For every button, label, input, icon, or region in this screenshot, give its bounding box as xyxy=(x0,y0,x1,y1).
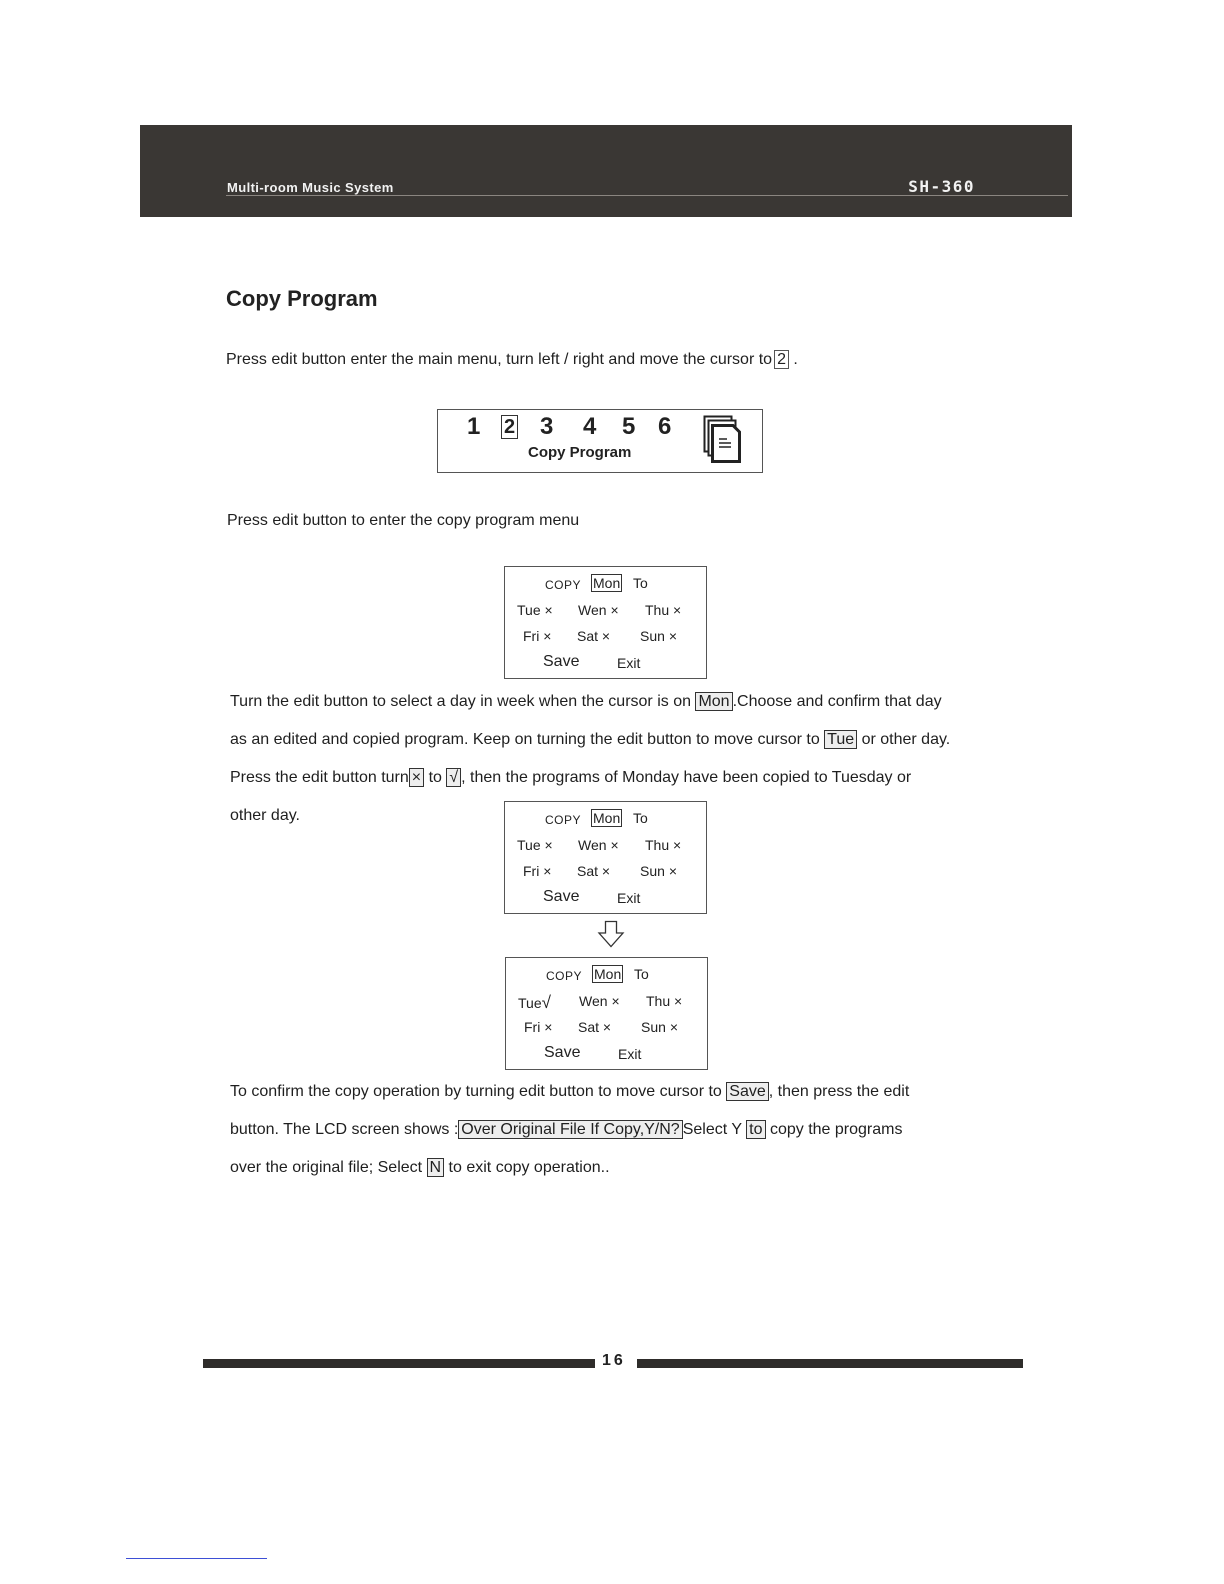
x-mark-icon: × xyxy=(544,602,553,618)
lcd-save-label: Save xyxy=(544,1044,581,1061)
para1-line1: Turn the edit button to select a day in week when the cursor is on Mon .Choose and confirm that day xyxy=(230,693,942,710)
footer-bar-right xyxy=(637,1359,1023,1368)
intro-paragraph xyxy=(226,350,798,370)
to-highlight: to xyxy=(746,1120,765,1139)
x-mark-icon: × xyxy=(543,628,552,644)
page-number: 16 xyxy=(602,1352,626,1369)
lcd-day-fri: Fri × xyxy=(524,1019,553,1035)
lcd-day-wen: Wen × xyxy=(578,837,619,853)
check-mark-icon: √ xyxy=(541,993,551,1012)
copy-lcd-before xyxy=(504,801,707,914)
copy-lcd-initial xyxy=(504,566,707,679)
x-mark-icon: × xyxy=(610,837,619,853)
cursor-value-box: 2 xyxy=(774,350,789,369)
lcd-exit-label: Exit xyxy=(618,1046,642,1062)
lcd-day-wen: Wen × xyxy=(579,993,620,1009)
step2-text: Press edit button to enter the copy program menu xyxy=(227,512,580,529)
x-mark-icon: × xyxy=(673,602,682,618)
menu-number-1: 1 xyxy=(467,413,481,440)
main-menu-lcd xyxy=(437,409,763,473)
document-icon xyxy=(703,415,743,463)
lcd-to-label: To xyxy=(633,575,648,591)
lcd-day-fri: Fri × xyxy=(523,863,552,879)
header-band xyxy=(140,125,1072,217)
lcd-day-sat: Sat × xyxy=(578,1019,612,1035)
check-mark-box-icon: √ xyxy=(446,768,461,787)
lcd-day-tue: Tue × xyxy=(517,602,553,618)
x-mark-icon: × xyxy=(544,837,553,853)
menu-number-2-selected: 2 xyxy=(501,415,518,439)
bottom-link-underline xyxy=(126,1558,267,1559)
n-highlight: N xyxy=(427,1158,445,1177)
lcd-day-sat: Sat × xyxy=(577,628,611,644)
lcd-day-sun: Sun × xyxy=(641,1019,678,1035)
lcd-exit-label: Exit xyxy=(617,890,641,906)
copy-lcd-after xyxy=(505,957,708,1070)
lcd-day-tue-checked: Tue√ xyxy=(518,993,551,1012)
x-mark-icon: × xyxy=(674,993,683,1009)
lcd-mon-cursor: Mon xyxy=(593,810,621,826)
lcd-save-label: Save xyxy=(543,888,580,905)
lcd-day-thu: Thu × xyxy=(646,993,683,1009)
footer-bar-left xyxy=(203,1359,595,1368)
x-mark-icon: × xyxy=(544,1019,553,1035)
x-mark-icon: × xyxy=(610,602,619,618)
para2-line2: button. The LCD screen shows : Over Original File If Copy,Y/N? Select Y to copy the programs xyxy=(230,1121,903,1138)
x-mark-icon: × xyxy=(668,628,677,644)
x-mark-box-icon: × xyxy=(409,768,424,787)
para1-line3: Press the edit button turn × to √ , then the programs of Monday have been copied to Tuesday or xyxy=(230,769,912,786)
lcd-copy-word: COPY xyxy=(545,578,582,592)
down-arrow-icon xyxy=(596,919,626,949)
lcd-day-thu: Thu × xyxy=(645,602,682,618)
tue-highlight: Tue xyxy=(824,730,857,749)
x-mark-icon: × xyxy=(601,628,611,644)
x-mark-icon: × xyxy=(543,863,552,879)
x-mark-icon: × xyxy=(669,1019,678,1035)
para2-line1: To confirm the copy operation by turning edit button to move cursor to Save , then press the edit xyxy=(230,1083,910,1100)
para2-line3: over the original file; Select N to exit copy operation.. xyxy=(230,1159,610,1176)
product-line-label: Multi-room Music System xyxy=(227,180,394,195)
lcd-to-label: To xyxy=(634,966,649,982)
lcd-to-label: To xyxy=(633,810,648,826)
lcd-day-sun: Sun × xyxy=(640,628,677,644)
lcd-save-label: Save xyxy=(543,653,580,670)
x-mark-icon: × xyxy=(668,863,677,879)
lcd-copy-word: COPY xyxy=(545,813,582,827)
lcd-mon-cursor: Mon xyxy=(593,575,621,591)
save-highlight: Save xyxy=(726,1082,768,1101)
menu-number-5: 5 xyxy=(622,413,636,440)
menu-number-3: 3 xyxy=(540,413,554,440)
mon-highlight: Mon xyxy=(695,692,732,711)
model-label: SH-360 xyxy=(908,177,975,196)
lcd-mon-cursor: Mon xyxy=(594,966,622,982)
x-mark-icon: × xyxy=(673,837,682,853)
para1-line2: as an edited and copied program. Keep on turning the edit button to move cursor to Tue or other day. xyxy=(230,731,951,748)
lcd-exit-label: Exit xyxy=(617,655,641,671)
lcd-message-highlight: Over Original File If Copy,Y/N? xyxy=(458,1120,682,1139)
x-mark-icon: × xyxy=(602,1019,612,1035)
lcd-day-fri: Fri × xyxy=(523,628,552,644)
lcd-day-tue: Tue × xyxy=(517,837,553,853)
para1-line4: other day. xyxy=(230,807,300,824)
intro-end: . xyxy=(793,351,798,368)
lcd-day-sun: Sun × xyxy=(640,863,677,879)
x-mark-icon: × xyxy=(611,993,620,1009)
intro-text: Press edit button enter the main menu, turn left / right and move the cursor to xyxy=(226,351,773,368)
lcd-day-thu: Thu × xyxy=(645,837,682,853)
menu-number-6: 6 xyxy=(658,413,672,440)
lcd-copy-word: COPY xyxy=(546,969,583,983)
lcd-day-sat: Sat × xyxy=(577,863,611,879)
section-title: Copy Program xyxy=(226,286,378,311)
x-mark-icon: × xyxy=(601,863,611,879)
menu-caption: Copy Program xyxy=(528,444,632,461)
lcd-day-wen: Wen × xyxy=(578,602,619,618)
menu-number-4: 4 xyxy=(583,413,597,440)
